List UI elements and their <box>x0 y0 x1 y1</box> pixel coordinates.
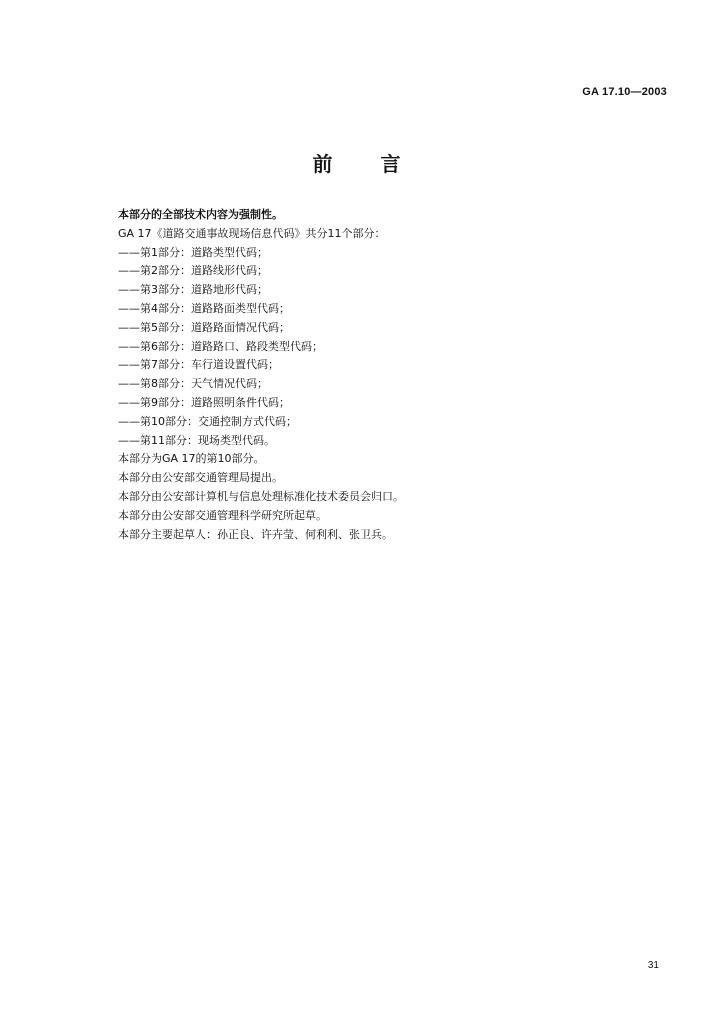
paragraph-line: 本部分由公安部计算机与信息处理标准化技术委员会归口。 <box>118 489 404 503</box>
paragraph-line: 本部分由公安部交通管理科学研究所起草。 <box>118 508 327 522</box>
list-item: ——第4部分：道路路面类型代码； <box>118 301 290 315</box>
list-item: ——第11部分：现场类型代码。 <box>118 433 275 447</box>
document-body <box>118 206 678 544</box>
paragraph-line: 本部分主要起草人：孙正良、许卉莹、何利利、张卫兵。 <box>118 527 393 541</box>
list-item: ——第10部分：交通控制方式代码； <box>118 414 297 428</box>
paragraph-line: 本部分由公安部交通管理局提出。 <box>118 471 283 485</box>
paragraph-line: 本部分为GA 17的第10部分。 <box>118 452 265 466</box>
list-item: ——第7部分：车行道设置代码； <box>118 358 279 372</box>
list-item: ——第3部分：道路地形代码； <box>118 283 268 297</box>
paragraph-line: GA 17《道路交通事故现场信息代码》共分11个部分： <box>118 226 386 240</box>
document-code: GA 17.10—2003 <box>582 86 667 98</box>
page-number: 31 <box>647 960 659 971</box>
list-item: ——第9部分：道路照明条件代码； <box>118 395 290 409</box>
list-item: ——第1部分：道路类型代码； <box>118 245 268 259</box>
list-item: ——第5部分：道路路面情况代码； <box>118 320 290 334</box>
list-item: ——第6部分：道路路口、路段类型代码； <box>118 339 323 353</box>
paragraph-line: 本部分的全部技术内容为强制性。 <box>118 208 283 221</box>
page-title: 前言 <box>312 152 449 176</box>
list-item: ——第2部分：道路线形代码； <box>118 264 268 278</box>
list-item: ——第8部分：天气情况代码； <box>118 377 268 391</box>
